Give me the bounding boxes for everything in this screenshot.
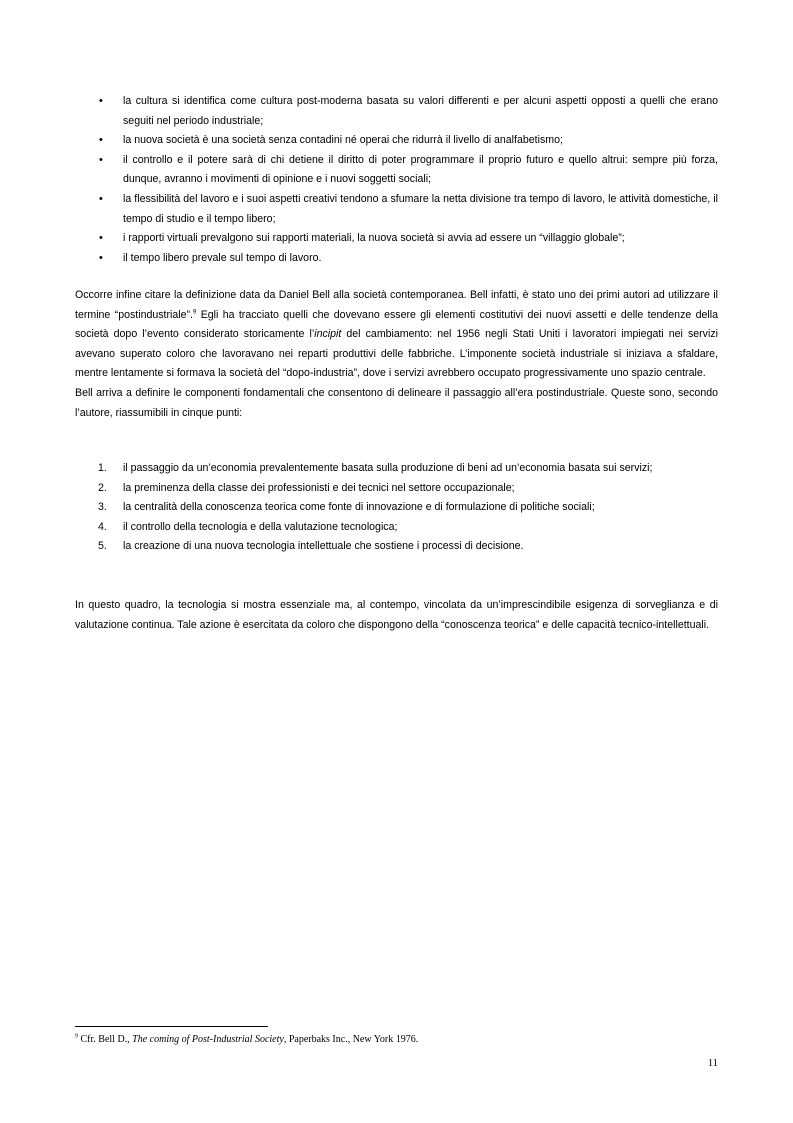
bullet-icon: •	[99, 232, 103, 245]
bullet-icon: •	[99, 95, 103, 107]
list-item	[75, 518, 718, 538]
list-item-text: la preminenza della classe dei professionisti e dei tecnici nel settore occupazionale;	[123, 481, 515, 494]
list-item	[75, 151, 718, 190]
list-item-text: la cultura si identifica come cultura post-moderna basata su valori differenti e per alcuni aspetti opposti a quelli che erano seguiti nel periodo industriale;	[123, 95, 718, 127]
list-item	[75, 459, 718, 479]
footnote-book-title: The coming of Post-Industrial Society	[132, 1034, 284, 1045]
list-item	[75, 479, 718, 499]
list-number: 5.	[98, 540, 107, 553]
list-item	[75, 229, 718, 249]
list-item-text: la nuova società è una società senza contadini né operai che ridurrà il livello di analfabetismo;	[123, 134, 563, 147]
list-item-text: il controllo della tecnologia e della valutazione tecnologica;	[123, 520, 398, 533]
list-item	[75, 131, 718, 151]
numbered-list	[75, 459, 718, 557]
bullet-icon: •	[99, 251, 103, 264]
paragraph-conclusion: In questo quadro, la tecnologia si mostra essenziale ma, al contempo, vincolata da un’imprescindibile esigenza di sorveglianza e di valutazione continua. Tale azione è esercitata da coloro che dispongono della “conoscenza teorica” e delle capacità tecnico-intellettuali.	[75, 599, 718, 631]
list-number: 1.	[98, 462, 107, 474]
list-item	[75, 249, 718, 269]
list-item	[75, 190, 718, 229]
italic-term: incipit	[314, 328, 342, 341]
list-item-text: la centralità della conoscenza teorica come fonte di innovazione e di formulazione di politiche sociali;	[123, 501, 595, 514]
paragraph-bell	[75, 286, 718, 384]
bullet-list	[75, 92, 718, 268]
list-item-text: la creazione di una nuova tecnologia intellettuale che sostiene i processi di decisione.	[123, 540, 524, 553]
list-item-text: il controllo e il potere sarà di chi detiene il diritto di poter programmare il proprio futuro e quello altrui: sempre più forza, dunque, avranno i movimenti di opinione e i nuovi soggetti sociali;	[123, 153, 718, 186]
list-number: 3.	[98, 501, 107, 514]
list-item-text: il tempo libero prevale sul tempo di lavoro.	[123, 251, 322, 264]
footnote-reference[interactable]: 9	[193, 309, 197, 316]
page-number: 11	[707, 1058, 718, 1069]
list-number: 2.	[98, 481, 107, 494]
list-item	[75, 498, 718, 518]
footnote-text: Cfr. Bell D.,	[78, 1034, 133, 1045]
list-item-text: i rapporti virtuali prevalgono sui rapporti materiali, la nuova società si avvia ad essere un “villaggio globale”;	[123, 232, 625, 245]
list-number: 4.	[98, 520, 107, 533]
footnote-number: 9	[75, 1033, 78, 1040]
footnote	[75, 1033, 718, 1047]
bullet-icon: •	[99, 134, 103, 147]
list-item-text: il passaggio da un’economia prevalentemente basata sulla produzione di beni ad un’economia basata sui servizi;	[123, 462, 653, 474]
paragraph-text: del cambiamento: nel 1956 negli Stati Uniti i lavoratori impiegati nei servizi avevano superato coloro che lavoravano nei reparti produttivi delle fabbriche. L’imponente società industriale si iniziava a sfaldare, mentre lentamente si formava la società del “dopo-industria”, dove i servizi avrebbero occupato progressivamente uno spazio centrale.	[75, 328, 718, 380]
paragraph-text: Occorre infine citare la definizione data da Daniel Bell alla società contemporanea. Bell infatti, è stato uno dei primi autori ad utilizzare il termine “postindustriale”.	[75, 289, 718, 321]
paragraph-text: Egli ha tracciato quelli che dovevano essere gli elementi costitutivi dei nuovi assetti e delle tendenze della società dopo l’evento considerato storicamente l’	[75, 308, 718, 341]
paragraph-components: Bell arriva a definire le componenti fondamentali che consentono di delineare il passaggio all’era postindustriale. Queste sono, secondo l’autore, riassumibili in cinque punti:	[75, 386, 718, 419]
footnote-divider	[75, 1026, 268, 1027]
body-text	[75, 286, 718, 423]
list-item	[75, 537, 718, 557]
list-item-text: la flessibilità del lavoro e i suoi aspetti creativi tendono a sfumare la netta divisione tra tempo di lavoro, le attività domestiche, il tempo di studio e il tempo libero;	[123, 192, 718, 225]
list-item	[75, 92, 718, 131]
bullet-icon: •	[99, 192, 103, 205]
bullet-icon: •	[99, 153, 103, 166]
footnote-text: , Paperbaks Inc., New York 1976.	[283, 1034, 419, 1045]
